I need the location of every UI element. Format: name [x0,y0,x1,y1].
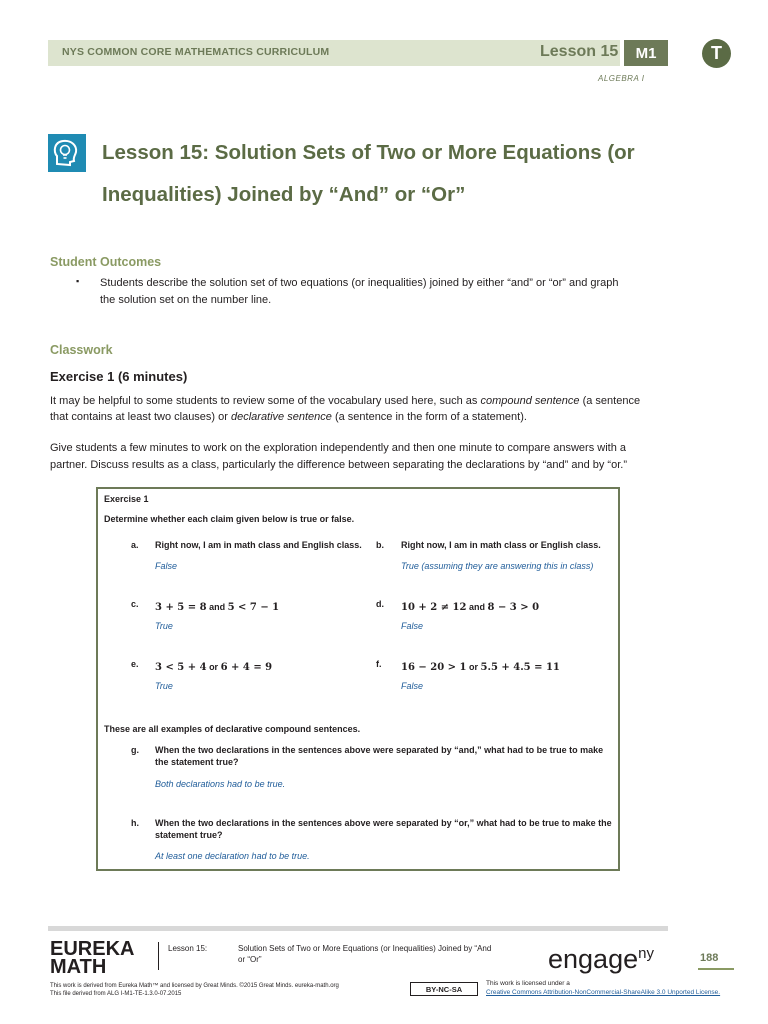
lightbulb-icon [48,134,86,172]
item-d-answer: False [401,621,424,631]
module-badge: M1 [624,40,668,66]
cc-license-link[interactable]: Creative Commons Attribution-NonCommercial-ShareAlike 3.0 Unported License. [486,989,721,996]
page-title-line-1: Lesson 15: Solution Sets of Two or More Equations (or [102,141,635,164]
cc-text: This work is licensed under a [486,980,570,987]
curriculum-label: NYS COMMON CORE MATHEMATICS CURRICULUM [62,46,330,58]
box-instruction: Determine whether each claim given below is true or false. [104,514,355,524]
outcomes-heading: Student Outcomes [50,255,162,269]
classwork-heading: Classwork [50,343,113,357]
license-note-2: This file derived from ALG I-M1-TE-1.3.0-07.2015 [50,991,182,997]
item-f-answer: False [401,681,424,691]
item-f-label: f. [376,659,382,669]
item-h-label: h. [131,818,139,828]
item-b-answer: True (assuming they are answering this in class) [401,561,594,571]
item-f-text: 16 − 20 > 1 or 5.5 + 4.5 = 11 [401,662,560,673]
teacher-badge-icon: T [702,39,731,68]
course-label: ALGEBRA I [598,74,645,83]
cc-license-badge: BY-NC-SA [410,982,478,996]
item-c-text: 3 + 5 = 8 and 5 < 7 − 1 [155,602,280,613]
item-d-label: d. [376,599,384,609]
item-e-label: e. [131,659,139,669]
item-e-answer: True [155,681,173,691]
lesson-label: Lesson 15 [540,43,619,60]
engage-ny-logo: engage$^{ny}$ [548,944,654,974]
paragraph-2-line-1: Give students a few minutes to work on the exploration independently and then one minute to compare answers with a [50,442,627,454]
item-a-text: Right now, I am in math class and English class. [155,540,362,550]
footer-separator [158,942,159,970]
item-h-line-2: statement true? [155,830,223,840]
item-c-label: c. [131,599,139,609]
item-b-label: b. [376,540,384,550]
exercise-heading: Exercise 1 (6 minutes) [50,369,188,384]
item-d-text: 10 + 2 ≠ 12 and 8 − 3 > 0 [401,602,540,613]
eureka-math-logo: EUREKA MATH [50,938,135,978]
page-number: 188 [700,952,719,964]
item-e-text: 3 < 5 + 4 or 6 + 4 = 9 [155,662,273,673]
outcome-line-1: Students describe the solution set of two equations (or inequalities) joined by either “and” or “or” and graph [100,277,619,289]
outcome-line-2: the solution set on the number line. [100,294,272,306]
item-h-answer: At least one declaration had to be true. [155,851,310,861]
footer-divider [48,926,668,931]
bullet-icon: ▪ [76,276,80,286]
footer-lesson-title-1: Solution Sets of Two or More Equations (or Inequalities) Joined by “And [238,944,492,953]
item-g-line-2: the statement true? [155,757,239,767]
item-a-answer: False [155,561,178,571]
item-h-line-1: When the two declarations in the sentences above were separated by “or,” what had to be true to make the [155,818,612,828]
item-a-label: a. [131,540,139,550]
box-title: Exercise 1 [104,494,149,504]
paragraph-2-line-2: partner. Discuss results as a class, particularly the difference between separating the declarations by “and” and by “or.” [50,459,627,471]
footer-lesson-title-2: or “Or” [238,955,262,964]
license-note-1: This work is derived from Eureka Math™ and licensed by Great Minds. ©2015 Great Minds. eureka-math.org [50,983,339,989]
paragraph-1-line-1: It may be helpful to some students to review some of the vocabulary used here, such as compound sentence (a sentence [50,395,641,407]
paragraph-1-line-2: that contains at least two clauses) or declarative sentence (a sentence in the form of a statement). [50,411,527,423]
item-b-text: Right now, I am in math class or English class. [401,540,601,550]
box-summary: These are all examples of declarative compound sentences. [104,724,361,734]
page-title-line-2: Inequalities) Joined by “And” or “Or” [102,183,466,206]
page-number-underline [698,968,734,970]
item-g-label: g. [131,745,139,755]
item-g-answer: Both declarations had to be true. [155,779,286,789]
item-g-line-1: When the two declarations in the sentences above were separated by “and,” what had to be true to make [155,745,604,755]
footer-lesson-label: Lesson 15: [168,944,208,953]
item-c-answer: True [155,621,173,631]
